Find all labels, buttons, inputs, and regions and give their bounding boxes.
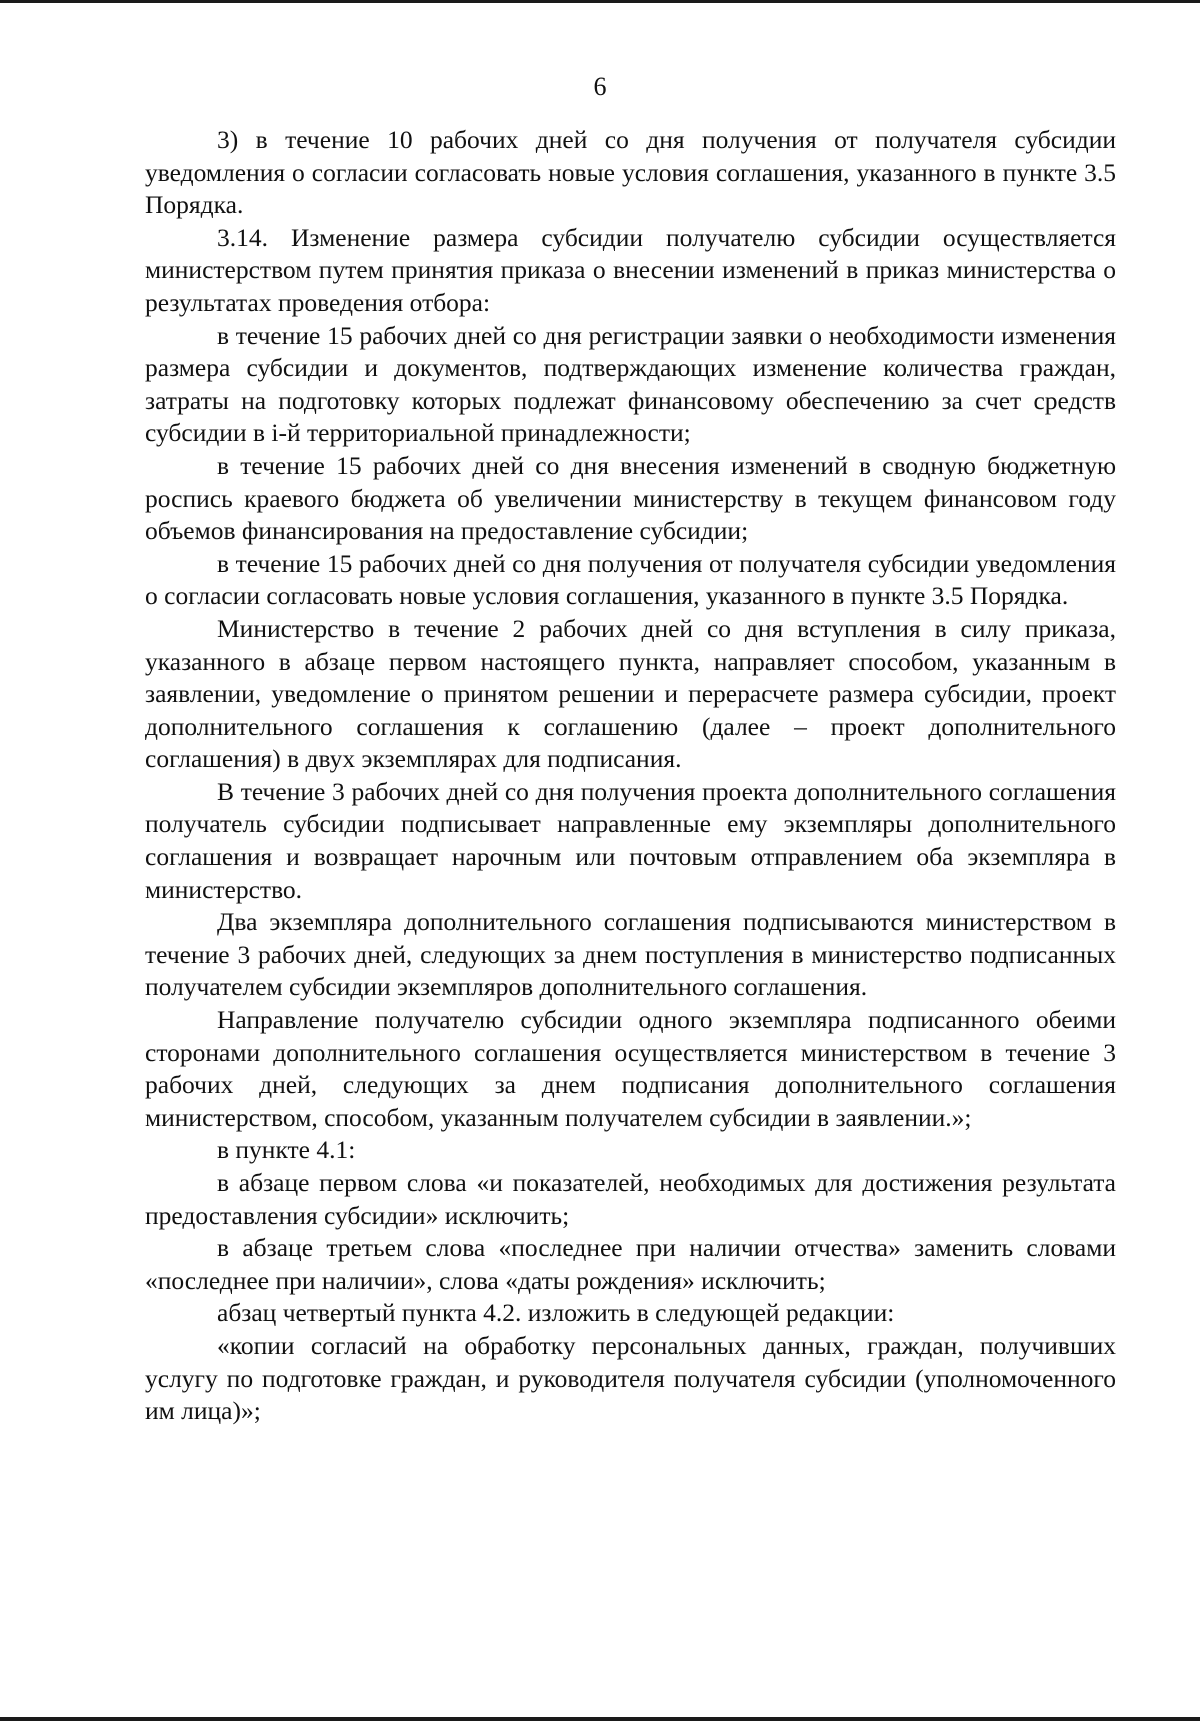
paragraph-5: в течение 15 рабочих дней со дня получения от получателя субсидии уведомления о согласии согласовать новые условия соглашения, указанного в пункте 3.5 Порядка. [145, 548, 1116, 611]
scan-bottom-border [0, 1717, 1200, 1721]
paragraph-10: в пункте 4.1: [217, 1135, 356, 1165]
scan-top-border [0, 0, 1200, 3]
paragraph-12: в абзаце третьем слова «последнее при наличии отчества» заменить словами «последнее при наличии», слова «даты рождения» исключить; [145, 1233, 1116, 1295]
paragraph-6: Министерство в течение 2 рабочих дней со дня вступления в силу приказа, указанного в абзаце первом настоящего пункта, направляет способом, указанным в заявлении, уведомление о принятом решении и перерасчете размера субсидии, проект дополнительного соглашения к соглашению (далее – проект дополнительного соглашения) в двух экземплярах для подписания. [145, 613, 1116, 774]
paragraph-11: в абзаце первом слова «и показателей, необходимых для достижения результата предоставления субсидии» исключить; [145, 1168, 1116, 1230]
paragraph-3: в течение 15 рабочих дней со дня регистрации заявки о необходимости изменения размера субсидии и документов, подтверждающих изменение количества граждан, затраты на подготовку которых подлежат финансовому обеспечению за счет средств субсидии в i-й территориальной принадлежности; [145, 320, 1116, 448]
paragraph-13: абзац четвертый пункта 4.2. изложить в следующей редакции: [217, 1298, 895, 1328]
page-number: 6 [593, 72, 607, 101]
paragraph-9: Направление получателю субсидии одного экземпляра подписанного обеими сторонами дополнительного соглашения осуществляется министерством в течение 3 рабочих дней, следующих за днем подписания дополнительного соглашения министерством, способом, указанным получателем субсидии в заявлении.»; [145, 1005, 1116, 1132]
document-body [145, 124, 1116, 1428]
paragraph-7: В течение 3 рабочих дней со дня получения проекта дополнительного соглашения получатель субсидии подписывает направленные ему экземпляры дополнительного соглашения и возвращает нарочным или почтовым отправлением оба экземпляра в министерство. [145, 776, 1116, 904]
paragraph-1: 3) в течение 10 рабочих дней со дня получения от получателя субсидии уведомления о согласии согласовать новые условия соглашения, указанного в пункте 3.5 Порядка. [145, 125, 1116, 220]
paragraph-14: «копии согласий на обработку персональных данных, граждан, получивших услугу по подготовке граждан, и руководителя получателя субсидии (уполномоченного им лица)»; [145, 1330, 1116, 1426]
paragraph-4: в течение 15 рабочих дней со дня внесения изменений в сводную бюджетную роспись краевого бюджета об увеличении министерству в текущем финансовом году объемов финансирования на предоставление субсидии; [145, 450, 1116, 546]
paragraph-8: Два экземпляра дополнительного соглашения подписываются министерством в течение 3 рабочих дней, следующих за днем поступления в министерство подписанных получателем субсидии экземпляров дополнительного соглашения. [145, 907, 1116, 1002]
paragraph-2: 3.14. Изменение размера субсидии получателю субсидии осуществляется министерством путем принятия приказа о внесении изменений в приказ министерства о результатах проведения отбора: [145, 222, 1116, 317]
